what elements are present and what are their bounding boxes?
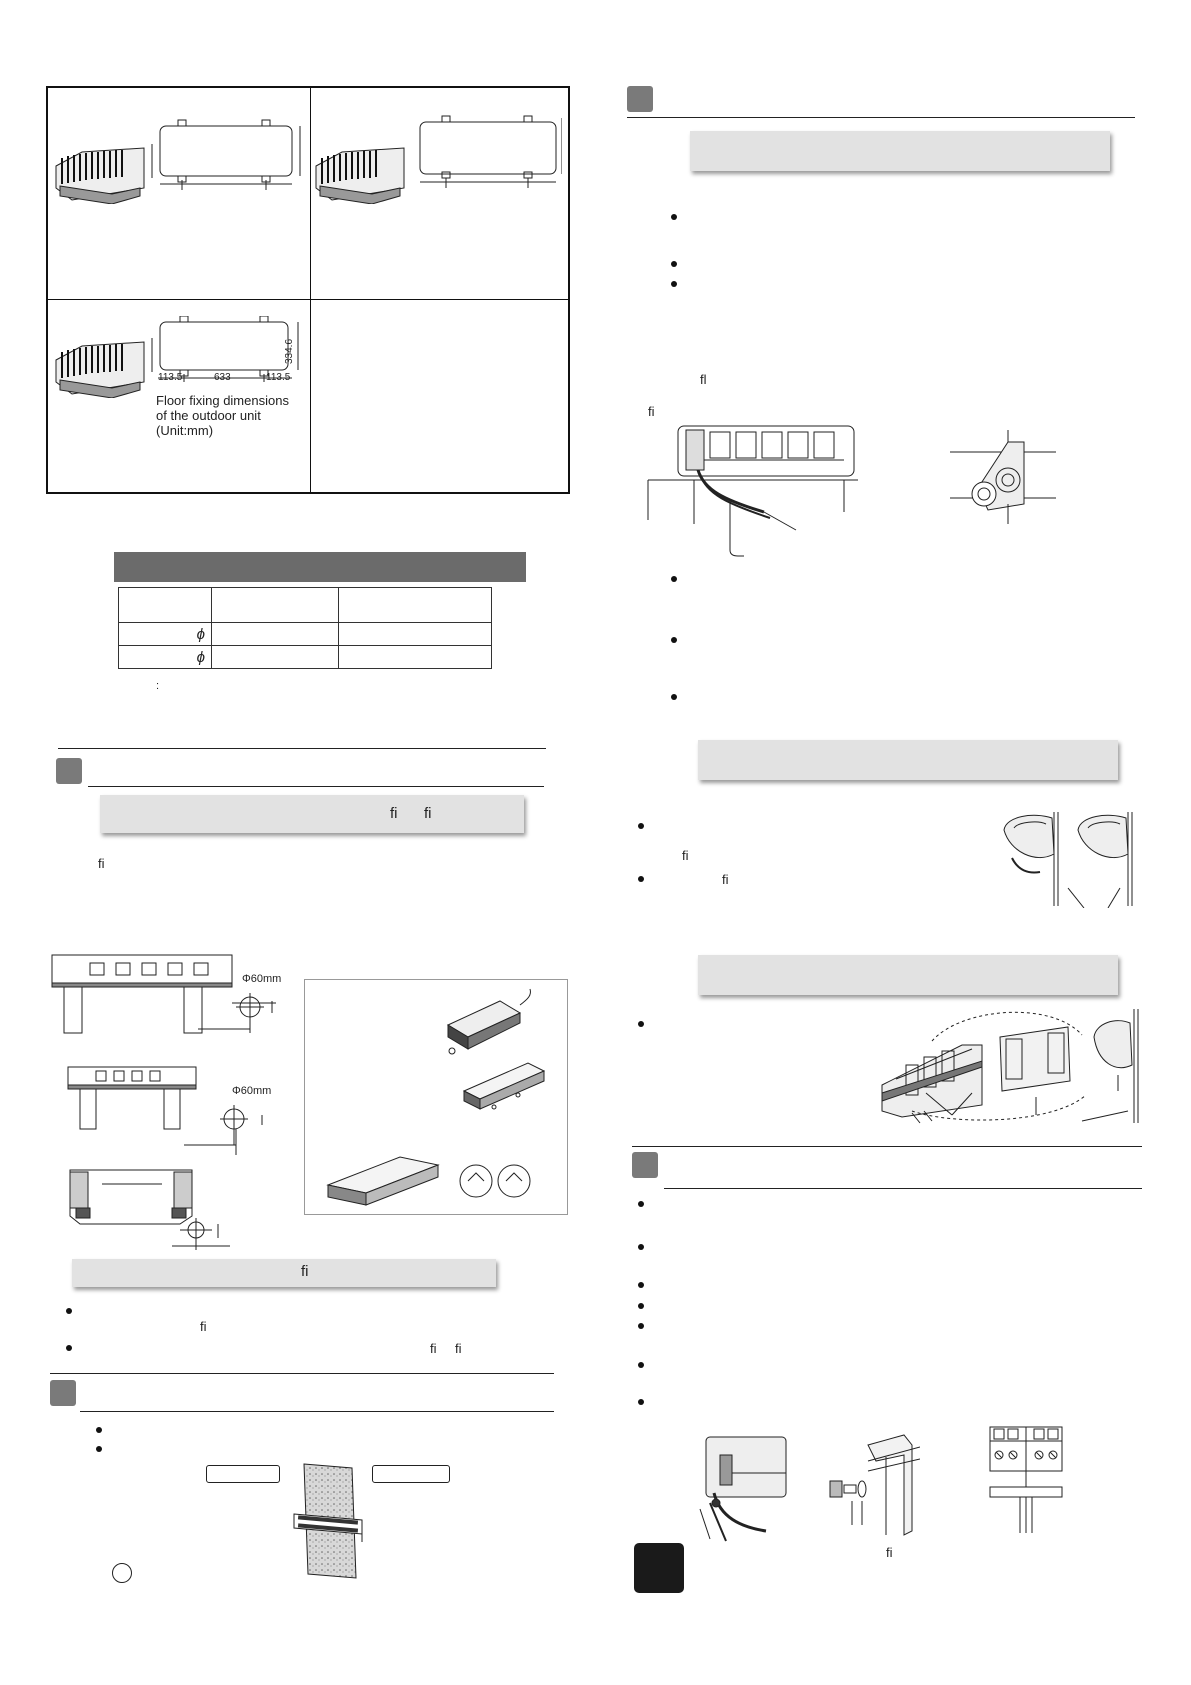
right-ligature-b: fi (722, 872, 729, 887)
bullet-right-7 (638, 823, 644, 829)
outdoor-unit-diagram-2 (312, 108, 562, 204)
hole-dia-label-1: Φ60mm (242, 973, 282, 985)
floor-fixing-caption-3: (Unit:mm) (156, 423, 214, 438)
dim-height-label: 334.6 (284, 338, 295, 364)
subsection-bar-right-2 (698, 740, 1118, 780)
bar-ligature-2: fi (424, 805, 432, 822)
section-rule-right-2-bottom (664, 1188, 1142, 1189)
bullet-right-14 (638, 1323, 644, 1329)
bullet-right-4 (671, 576, 677, 582)
bullet-right-13 (638, 1303, 644, 1309)
ground-screw-diagram (824, 1431, 920, 1537)
bullet2-ligature-a: fi (430, 1341, 437, 1356)
hook-on-diagram (994, 808, 1140, 908)
mounting-plate-diagram-1 (50, 953, 290, 1043)
subsection-bar-right-1 (690, 131, 1110, 171)
subsection-bar-right-3 (698, 955, 1118, 995)
table-row (119, 588, 492, 623)
fi-ligature-right: fi (648, 404, 655, 419)
bar-ligature-1: fi (390, 805, 398, 822)
bullet-left-3 (96, 1427, 102, 1433)
bullet-right-15 (638, 1362, 644, 1368)
hole-dia-label-2: Φ60mm (232, 1085, 272, 1097)
terminal-block-diagram (988, 1425, 1066, 1535)
dim-left-label: 113.5 (158, 372, 183, 383)
section-rule-top-2 (50, 1373, 554, 1374)
bullet-right-6 (671, 694, 677, 700)
right-ligature-a: fi (682, 848, 689, 863)
bullet-right-2 (671, 261, 677, 267)
bracket-detail-diagram (948, 428, 1058, 528)
outdoor-unit-diagram-1 (52, 108, 302, 204)
table-row (119, 623, 492, 646)
bullet-right-10 (638, 1201, 644, 1207)
dim-right-label: 113.5 (266, 372, 291, 383)
floor-fixing-caption-1: Floor fixing dimensions (156, 393, 289, 408)
page-number-badge (634, 1543, 684, 1593)
indoor-unit-mounting-diagram (872, 1005, 1148, 1125)
label-box-left (206, 1465, 280, 1483)
mounting-plate-diagram-3 (62, 1164, 242, 1250)
pipe-spec-table (118, 587, 492, 669)
bullet1-ligature: fi (200, 1319, 207, 1334)
bullet-right-1 (671, 214, 677, 220)
floor-fixing-caption-2: of the outdoor unit (156, 408, 261, 423)
section-rule-top (58, 748, 546, 749)
bullet-right-5 (671, 637, 677, 643)
table-row (119, 646, 492, 669)
section-badge-left-1 (56, 758, 82, 784)
wall-hole-cross-section (290, 1460, 370, 1582)
subsection-bar-left-1 (100, 795, 524, 833)
section-rule-bottom (88, 786, 544, 787)
bullet-right-12 (638, 1282, 644, 1288)
section-badge-left-2 (50, 1380, 76, 1406)
bullet-right-11 (638, 1244, 644, 1250)
subsection-bar-left-2 (72, 1259, 496, 1287)
bottom-ligature: fi (886, 1545, 893, 1560)
section-rule-bottom-2 (80, 1411, 554, 1412)
bullet-right-16 (638, 1399, 644, 1405)
pipe-dia-symbol-2: ϕ (119, 646, 212, 669)
pipe-dia-symbol-1: ϕ (119, 623, 212, 646)
section-badge-right-2 (632, 1152, 658, 1178)
bullet-right-3 (671, 281, 677, 287)
fl-ligature: fl (700, 372, 707, 387)
indoor-unit-piping-diagram (644, 420, 860, 560)
bullet2-ligature-b: fi (455, 1341, 462, 1356)
intro-ligature: fi (98, 856, 105, 871)
indoor-unit-illustration (304, 979, 566, 1213)
bar2-ligature: fi (301, 1263, 309, 1280)
dim-middle-label: 633 (214, 372, 231, 383)
table-header-bar (114, 552, 526, 582)
bullet-right-9 (638, 1021, 644, 1027)
section-badge-right-1 (627, 86, 653, 112)
circle-marker (112, 1563, 132, 1583)
section-rule-right-1 (627, 117, 1135, 118)
bullet-left-4 (96, 1446, 102, 1452)
bullet-right-8 (638, 876, 644, 882)
bullet-left-2 (66, 1345, 72, 1351)
section-rule-right-2-top (632, 1146, 1142, 1147)
table-note: : (156, 680, 160, 692)
bullet-left-1 (66, 1308, 72, 1314)
wiring-access-diagram (690, 1433, 790, 1543)
panel-divider-v (310, 88, 311, 492)
label-box-right (372, 1465, 450, 1483)
mounting-plate-diagram-2 (66, 1065, 286, 1161)
outdoor-unit-diagram-3 (52, 316, 302, 398)
panel-divider-h (48, 299, 568, 300)
